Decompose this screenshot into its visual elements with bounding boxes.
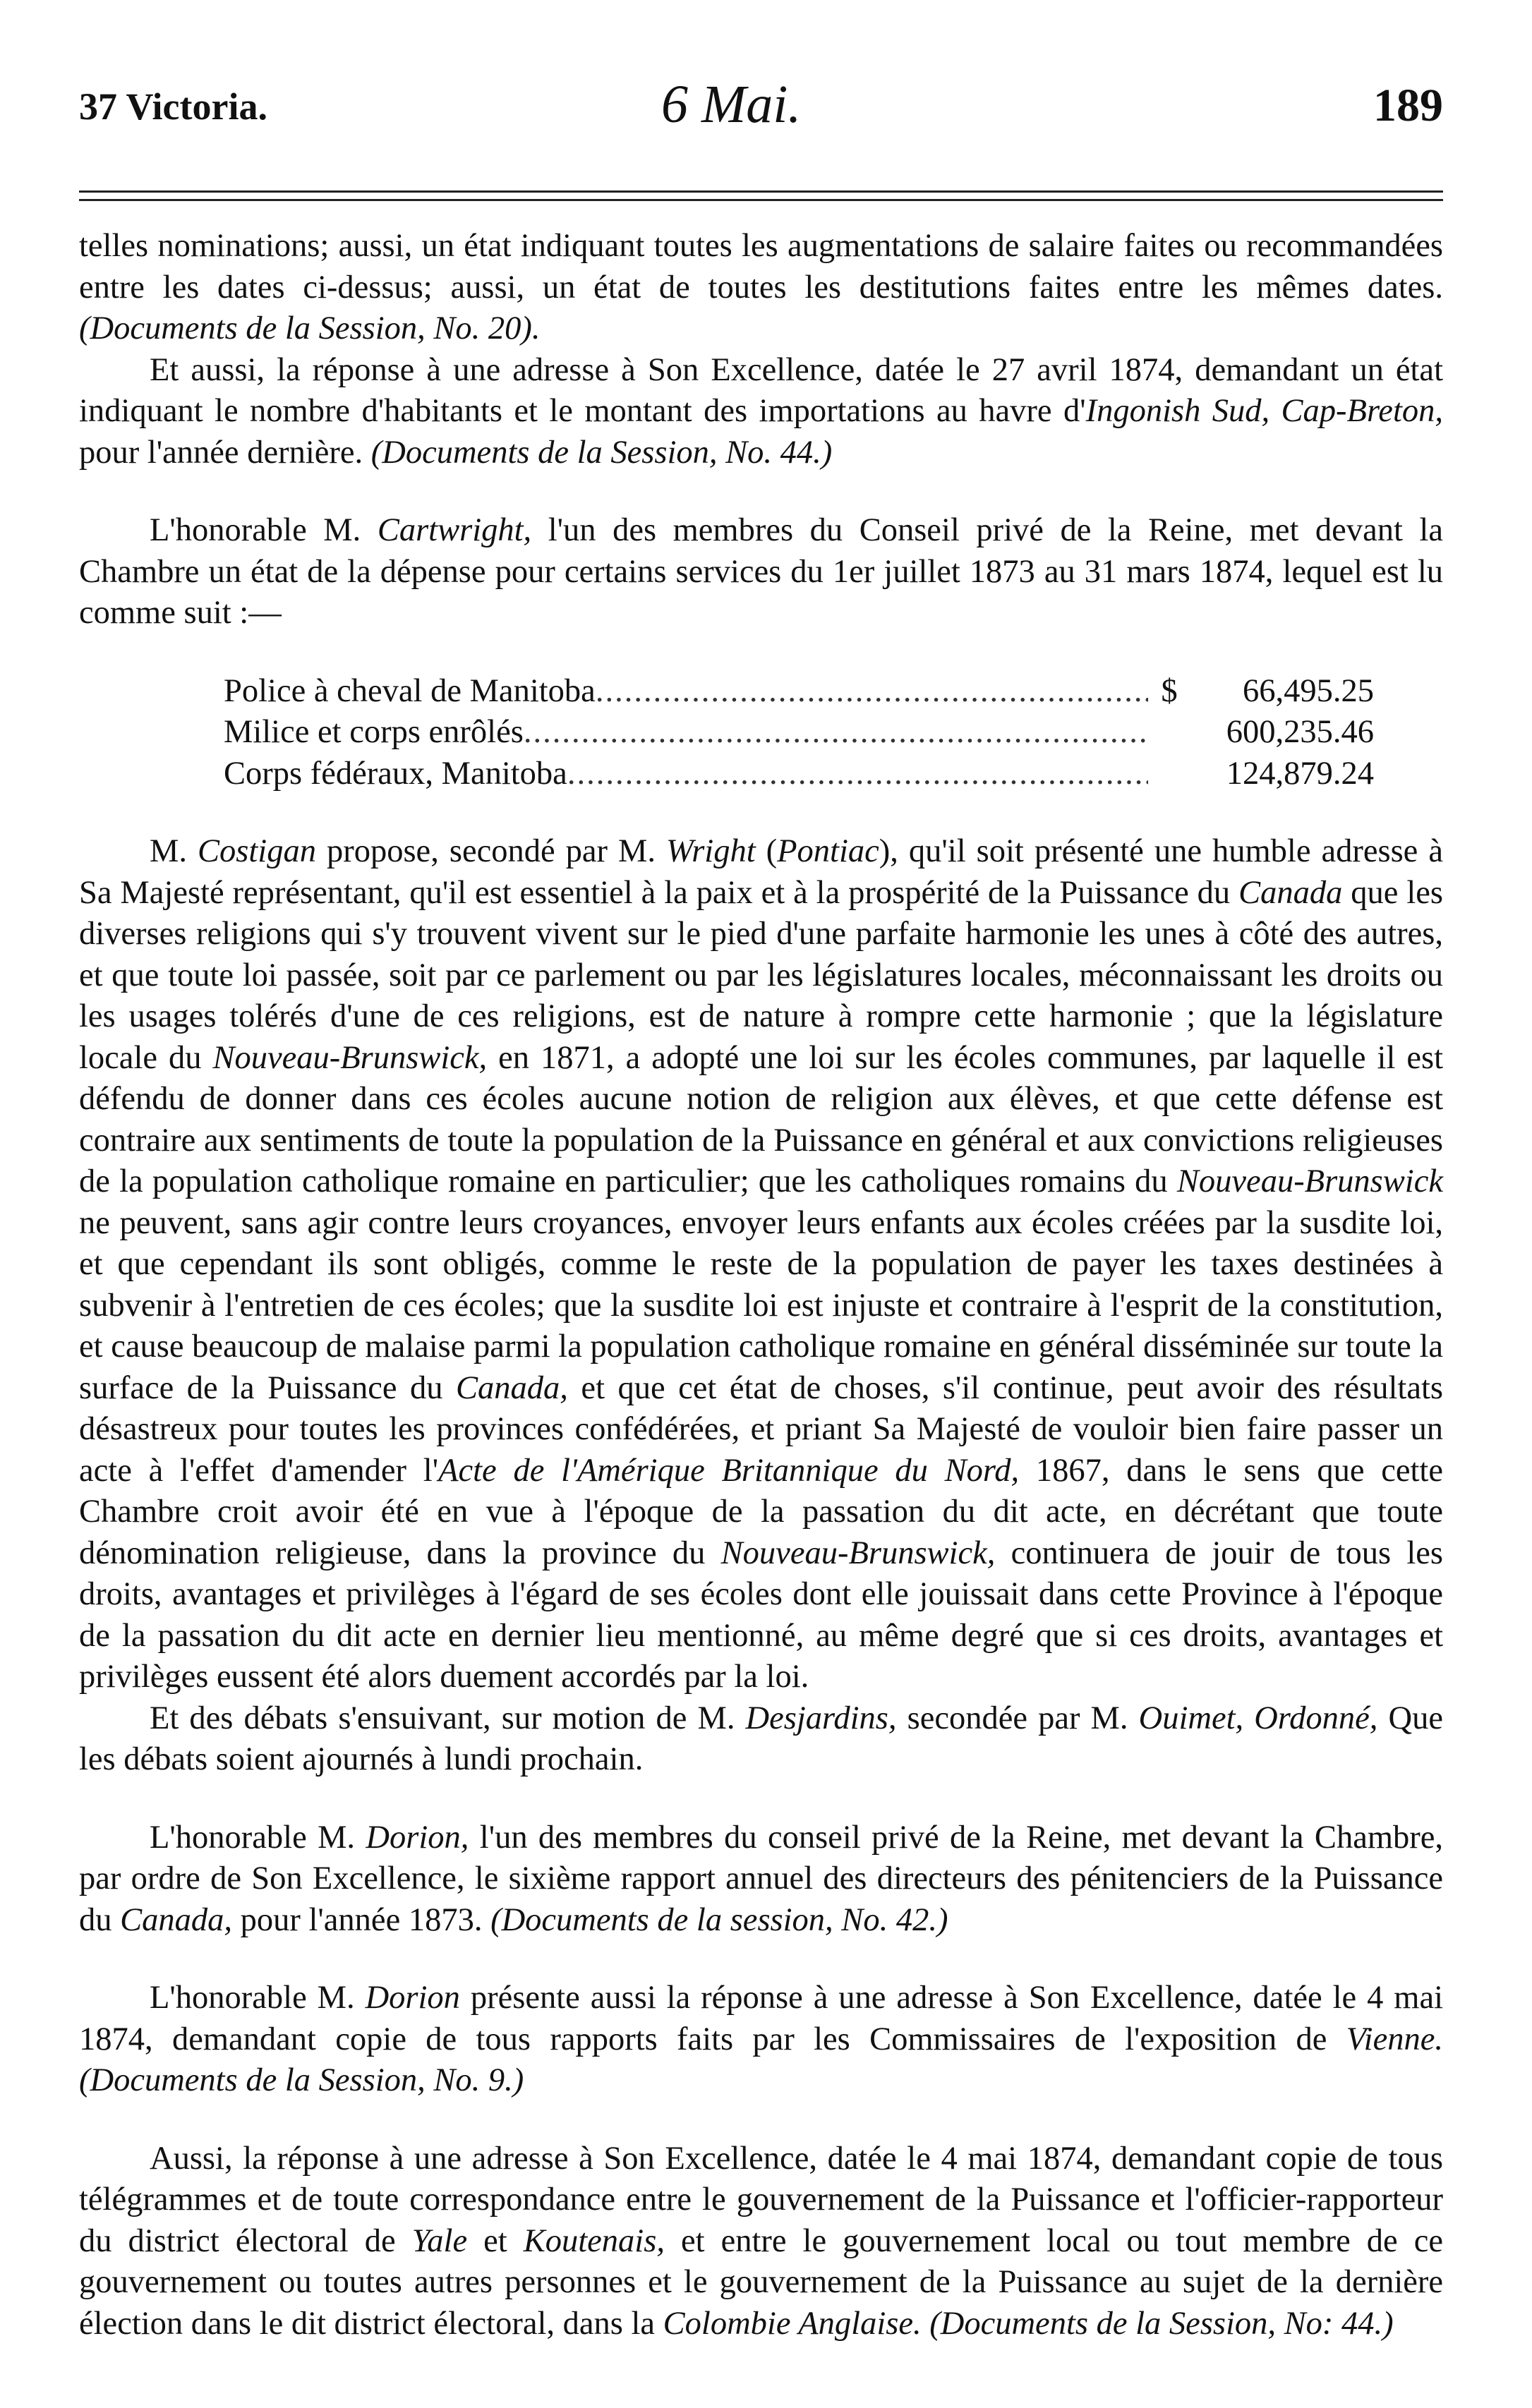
text-run: telles nominations; aussi, un état indiquant toutes les augmentations de salaire faites ou recommandées entre les dates ci-dessus; aussi, un état de toutes les destitutions faites entre les mêmes dates. <box>79 228 1443 305</box>
text-run: que les diverses religions qui s'y trouvent vivent sur le pied d'une parfaite harmonie les unes à côté des autres, et que toute loi passée, soit par ce parlement ou par les législatures locales, méconnaissant les droits ou les usages tolérés d'une de ces religions, est de nature à rompre cette harmonie ; que la législature locale du <box>79 874 1444 1076</box>
member-name: Dorion, <box>366 1819 469 1856</box>
text-run: ne peuvent, sans agir contre leurs croyances, envoyer leurs enfants aux écoles créées par la susdite loi, et que cependant ils sont obligés, comme le reste de la population de payer les taxes destinées à subvenir à l'entretien de ces écoles; que la susdite loi est injuste et contraire à l'esprit de la constitution, et cause beaucoup de malaise parmi la population catholique romaine en général disséminée sur toute la surface de la Puissance du <box>79 1204 1443 1406</box>
member-name: Dorion <box>365 1980 460 2016</box>
running-header <box>79 71 1443 155</box>
currency-symbol: $ <box>1161 672 1178 709</box>
place-name: Nouveau-Brunswick, <box>212 1039 488 1076</box>
paragraph-cartwright <box>79 510 1443 634</box>
member-name: Wright <box>666 833 756 869</box>
paragraph-dorion-vienna <box>79 1978 1443 2102</box>
dot-leader <box>524 712 1148 754</box>
paragraph-nominations <box>79 226 1443 350</box>
expense-table <box>224 671 1374 795</box>
text-run: et que cet état de choses, s'il continue, peut avoir des résultats désastreux pour toutes les provinces confédérées, et priant Sa Majesté de vouloir bien faire passer un acte à l'effet d'amender l' <box>79 1369 1443 1489</box>
order-word: Ordonné, <box>1254 1700 1378 1736</box>
place-name: Yale <box>411 2222 468 2259</box>
document-reference: (Documents de la Session, No. 20). <box>79 310 541 346</box>
text-run <box>922 2306 930 2342</box>
document-reference: (Documents de la Session, No. 44.) <box>370 434 833 471</box>
text-run: L'honorable M. <box>150 512 378 548</box>
place-name: Colombie Anglaise. <box>663 2305 922 2342</box>
expense-amount: 124,879.24 <box>1226 755 1374 792</box>
place-name: Canada, <box>456 1369 568 1406</box>
expense-row <box>224 671 1374 713</box>
place-name: Nouveau-Brunswick, <box>720 1535 996 1571</box>
dot-leader <box>567 754 1148 795</box>
text-run: L'honorable M. <box>150 1980 366 2016</box>
text-run: et entre le gouvernement local ou tout membre de ce gouvernement ou toutes autres personnes et le gouvernement de la Puissance au sujet de la dernière élection dans le dit district électoral, dans la <box>79 2222 1443 2342</box>
expense-amount: 66,495.25 <box>1243 672 1374 709</box>
text-run: ), qu'il soit présenté une humble adresse à Sa Majesté représentant, qu'il est essentiel à la paix et à la prospérité de la Puissance du <box>79 833 1443 911</box>
text-run: M. <box>150 833 198 869</box>
expense-amount: 600,235.46 <box>1226 714 1374 750</box>
dot-leader <box>596 671 1148 713</box>
expense-label: Corps fédéraux, Manitoba <box>224 755 567 792</box>
paragraph-ingonish <box>79 350 1443 474</box>
member-name: Costigan <box>198 833 316 869</box>
document-reference: (Documents de la Session, No: 44.) <box>929 2305 1394 2342</box>
text-run: l'un des membres du conseil privé de la Reine, met devant la Chambre, par ordre de Son Excellence, le sixième rapport annuel des directeurs des pénitenciers de la Puissance du <box>79 1819 1443 1938</box>
header-date: 6 Mai. <box>661 75 802 134</box>
paragraph-debate-adjourned <box>79 1698 1443 1781</box>
place-name: Koutenais, <box>523 2222 665 2259</box>
text-run <box>1243 1700 1254 1736</box>
text-run: L'honorable M. <box>150 1819 366 1856</box>
member-name: Desjardins, <box>745 1700 897 1736</box>
riding-name: Pontiac <box>777 833 879 869</box>
text-run: Aussi, la réponse à une adresse à Son Excellence, datée le 4 mai 1874, demandant copie de tous télégrammes et de toute correspondance entre le gouvernement de la Puissance et l'officier-rapporteur du district électoral de <box>79 2140 1443 2259</box>
text-run: propose, secondé par M. <box>315 833 667 869</box>
text-run: pour l'année 1873. <box>232 1901 491 1938</box>
header-rule-bottom <box>79 199 1443 201</box>
expense-label: Police à cheval de Manitoba <box>224 672 596 709</box>
text-run: Que les débats soient ajournés à lundi prochain. <box>79 1700 1443 1777</box>
text-run: continuera de jouir de tous les droits, avantages et privilèges à l'égard de ses écoles dont elle jouissait dans cette Province à l'époque de la passation du dit acte en dernier lieu mentionné, au même degré que si ces droits, avantages et privilèges eussent été alors duement accordés par la loi. <box>79 1535 1444 1695</box>
place-name: Canada, <box>120 1901 233 1938</box>
text-run: Et des débats s'ensuivant, sur motion de M. <box>150 1700 746 1736</box>
place-name: Ingonish Sud, Cap-Breton, <box>1085 393 1443 429</box>
place-name: Canada <box>1238 874 1343 911</box>
text-run: présente aussi la réponse à une adresse à Son Excellence, datée le 4 mai 1874, demandant copie de tous rapports faits par les Commissaires de l'exposition de <box>79 1980 1444 2057</box>
text-run: pour l'année dernière. <box>79 434 371 471</box>
place-name: Vienne. <box>1346 2021 1443 2057</box>
text-run: et <box>467 2222 524 2259</box>
paragraph-costigan-motion <box>79 831 1443 1698</box>
text-run: 1867, dans le sens que cette Chambre croit avoir été en vue à l'époque de la passation du dit acte, en décrétant que toute dénomination religieuse, dans la province du <box>79 1452 1443 1571</box>
text-run: secondée par M. <box>896 1700 1139 1736</box>
text-run: Et aussi, la réponse à une adresse à Son Excellence, datée le 27 avril 1874, demandant un état indiquant le nombre d'habitants et le montant des importations au havre d' <box>79 351 1443 429</box>
page-number: 189 <box>1373 80 1443 131</box>
text-run: en 1871, a adopté une loi sur les écoles communes, par laquelle il est défendu de donner dans ces écoles aucune notion de religion aux élèves, et que cette défense est contraire aux sentiments de toute la population de la Puissance en général et aux convictions religieuses de la population catholique romaine en particulier; que les catholiques romains du <box>79 1039 1443 1199</box>
act-title: Acte de l'Amérique Britannique du Nord, <box>438 1452 1020 1489</box>
expense-row <box>224 754 1374 795</box>
paragraph-telegrams <box>79 2138 1443 2345</box>
member-name: Ouimet, <box>1138 1700 1244 1736</box>
place-name: Nouveau-Brunswick <box>1176 1163 1443 1199</box>
text-run: l'un des membres du Conseil privé de la Reine, met devant la Chambre un état de la dépense pour certains services du 1er juillet 1873 au 31 mars 1874, lequel est lu comme suit :— <box>79 512 1443 631</box>
document-reference: (Documents de la session, No. 42.) <box>490 1901 948 1938</box>
paragraph-dorion-penitentiaries <box>79 1817 1443 1942</box>
document-reference: (Documents de la Session, No. 9.) <box>79 2062 524 2098</box>
member-name: Cartwright, <box>377 512 532 548</box>
header-rule-top <box>79 190 1443 193</box>
expense-label: Milice et corps enrôlés <box>224 714 524 750</box>
expense-row <box>224 712 1374 754</box>
journal-body <box>79 226 1443 2345</box>
text-run: ( <box>755 833 778 869</box>
header-session: 37 Victoria. <box>79 85 267 128</box>
